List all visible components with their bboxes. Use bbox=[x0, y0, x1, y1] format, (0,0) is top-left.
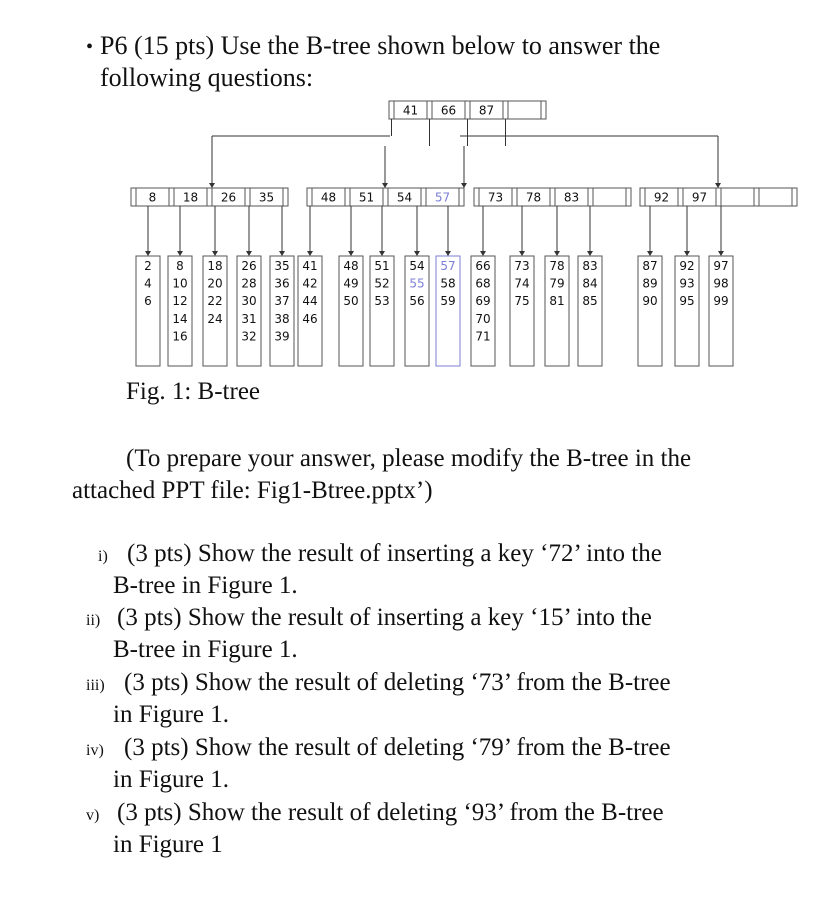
leaf-key: 22 bbox=[207, 294, 223, 309]
item-text: (3 pts) Show the result of inserting a key ‘72’ into the bbox=[127, 540, 662, 567]
leaf-key: 97 bbox=[713, 259, 729, 273]
internal-node-2-key: 54 bbox=[396, 190, 413, 205]
leaf-key: 16 bbox=[172, 329, 188, 344]
leaf-key: 50 bbox=[343, 294, 359, 309]
leaf-key: 4 bbox=[144, 276, 152, 291]
leaf-key: 53 bbox=[374, 294, 390, 309]
root-arrow-1-head bbox=[209, 183, 215, 188]
item-number: i) bbox=[98, 548, 108, 565]
root-node-key: 66 bbox=[440, 103, 457, 118]
leaf-key: 70 bbox=[475, 311, 491, 326]
internal-node-3-key: 73 bbox=[487, 190, 504, 205]
internal-node-4-slot bbox=[759, 188, 792, 206]
leaf-key: 10 bbox=[172, 276, 188, 291]
leaf-key: 75 bbox=[514, 294, 530, 309]
item-number: ii) bbox=[86, 612, 101, 629]
leaf-arrow-head bbox=[554, 251, 560, 256]
note-line-2: attached PPT file: Fig1-Btree.pptx’) bbox=[72, 477, 433, 504]
note-line-1: (To prepare your answer, please modify the B-tree in the bbox=[126, 445, 692, 472]
leaf-key: 52 bbox=[374, 276, 390, 291]
item-text-cont: in Figure 1. bbox=[113, 766, 229, 793]
leaf-key: 92 bbox=[679, 259, 695, 273]
leaf-key: 55 bbox=[409, 276, 425, 291]
leaf-key: 57 bbox=[440, 259, 456, 273]
leaf-key: 39 bbox=[274, 329, 290, 344]
leaf-key: 83 bbox=[582, 259, 598, 273]
root-arrow-4-head bbox=[715, 183, 721, 188]
internal-node-3-key: 78 bbox=[525, 190, 542, 205]
item-text-cont: B-tree in Figure 1. bbox=[113, 572, 298, 599]
item-text: (3 pts) Show the result of deleting ‘73’ from the B-tree bbox=[124, 669, 671, 696]
leaf-arrow-head bbox=[684, 251, 690, 256]
leaf-arrow-head bbox=[519, 251, 525, 256]
leaf-key: 56 bbox=[409, 294, 425, 309]
leaf-key: 37 bbox=[274, 294, 290, 309]
leaf-arrow-head bbox=[177, 251, 183, 256]
leaf-arrow-head bbox=[414, 251, 420, 256]
leaf-key: 30 bbox=[241, 294, 257, 309]
leaf-key: 36 bbox=[274, 276, 290, 291]
leaf-key: 84 bbox=[582, 276, 598, 291]
leaf-key: 74 bbox=[514, 276, 530, 291]
internal-node-2-key: 48 bbox=[320, 190, 337, 205]
leaf-key: 95 bbox=[679, 294, 695, 309]
leaf-key: 99 bbox=[713, 294, 729, 309]
leaf-arrow-head bbox=[307, 251, 313, 256]
leaf-arrow-head bbox=[348, 251, 354, 256]
leaf-key: 32 bbox=[241, 329, 257, 344]
item-text-cont: B-tree in Figure 1. bbox=[113, 636, 298, 663]
internal-node-4-key: 97 bbox=[691, 190, 708, 205]
leaf-key: 6 bbox=[144, 294, 152, 309]
leaf-key: 28 bbox=[241, 276, 257, 291]
item-text: (3 pts) Show the result of deleting ‘79’ from the B-tree bbox=[124, 734, 671, 761]
item-text-cont: in Figure 1 bbox=[113, 831, 223, 858]
leaf-key: 71 bbox=[475, 329, 491, 344]
leaf-key: 98 bbox=[713, 276, 729, 291]
leaf-key: 69 bbox=[475, 294, 491, 309]
internal-node-1-key: 8 bbox=[148, 190, 157, 205]
leaf-arrow-head bbox=[480, 251, 486, 256]
leaf-key: 87 bbox=[642, 259, 658, 273]
leaf-key: 41 bbox=[302, 259, 318, 273]
leaf-key: 51 bbox=[374, 259, 390, 273]
item-text: (3 pts) Show the result of inserting a key ‘15’ into the bbox=[117, 604, 652, 631]
leaf-key: 93 bbox=[679, 276, 695, 291]
leaf-arrow-head bbox=[587, 251, 593, 256]
leaf-arrow-head bbox=[379, 251, 385, 256]
leaf-key: 90 bbox=[642, 294, 658, 309]
leaf-arrow-head bbox=[145, 251, 151, 256]
btree-figure bbox=[0, 0, 828, 400]
leaf-key: 12 bbox=[172, 294, 188, 309]
leaf-arrow-head bbox=[718, 251, 724, 256]
leaf-key: 58 bbox=[440, 276, 456, 291]
item-text: (3 pts) Show the result of deleting ‘93’ from the B-tree bbox=[117, 799, 664, 826]
leaf-arrow-head bbox=[445, 251, 451, 256]
leaf-key: 81 bbox=[549, 294, 565, 309]
leaf-key: 31 bbox=[241, 311, 257, 326]
leaf-key: 73 bbox=[514, 259, 530, 273]
internal-node-4-key: 92 bbox=[653, 190, 670, 205]
leaf-key: 48 bbox=[343, 259, 359, 273]
leaf-arrow-head bbox=[246, 251, 252, 256]
leaf-key: 18 bbox=[207, 259, 223, 273]
leaf-key: 89 bbox=[642, 276, 658, 291]
internal-node-1-key: 26 bbox=[220, 190, 237, 205]
leaf-key: 78 bbox=[549, 259, 565, 273]
leaf-key: 46 bbox=[302, 311, 318, 326]
root-arrow-2-head bbox=[382, 183, 388, 188]
internal-node-2-key: 57 bbox=[434, 190, 451, 205]
question-title-cont: following questions: bbox=[100, 63, 314, 92]
leaf-arrow-head bbox=[647, 251, 653, 256]
internal-node-1-key: 35 bbox=[258, 190, 275, 205]
root-arrow-3-head bbox=[461, 183, 467, 188]
leaf-key: 8 bbox=[176, 259, 184, 273]
internal-node-2-key: 51 bbox=[358, 190, 375, 205]
leaf-key: 42 bbox=[302, 276, 318, 291]
root-node-slot bbox=[508, 101, 541, 119]
leaf-key: 26 bbox=[241, 259, 257, 273]
leaf-key: 79 bbox=[549, 276, 565, 291]
item-text-cont: in Figure 1. bbox=[113, 701, 229, 728]
leaf-key: 85 bbox=[582, 294, 598, 309]
root-node-key: 41 bbox=[402, 103, 419, 118]
internal-node-4-slot bbox=[721, 188, 754, 206]
leaf-key: 66 bbox=[475, 259, 491, 273]
leaf-key: 20 bbox=[207, 276, 223, 291]
internal-node-3-key: 83 bbox=[563, 190, 580, 205]
leaf-arrow-head bbox=[212, 251, 218, 256]
leaf-key: 35 bbox=[274, 259, 290, 273]
leaf-key: 59 bbox=[440, 294, 456, 309]
item-number: iii) bbox=[86, 677, 105, 694]
figure-caption: Fig. 1: B-tree bbox=[126, 378, 261, 405]
leaf-key: 44 bbox=[302, 294, 318, 309]
leaf-key: 49 bbox=[343, 276, 359, 291]
item-number: iv) bbox=[86, 742, 104, 759]
leaf-key: 24 bbox=[207, 311, 223, 326]
leaf-key: 54 bbox=[409, 259, 425, 273]
internal-node-3-slot bbox=[593, 188, 626, 206]
leaf-key: 38 bbox=[274, 311, 290, 326]
leaf-key: 68 bbox=[475, 276, 491, 291]
leaf-key: 14 bbox=[172, 311, 188, 326]
root-node-key: 87 bbox=[478, 103, 495, 118]
internal-node-1-key: 18 bbox=[182, 190, 199, 205]
item-number: v) bbox=[86, 807, 100, 824]
leaf-arrow-head bbox=[279, 251, 285, 256]
question-title: P6 (15 pts) Use the B-tree shown below to answer the bbox=[100, 31, 661, 60]
leaf-key: 2 bbox=[144, 259, 152, 273]
bullet: • bbox=[86, 36, 94, 58]
